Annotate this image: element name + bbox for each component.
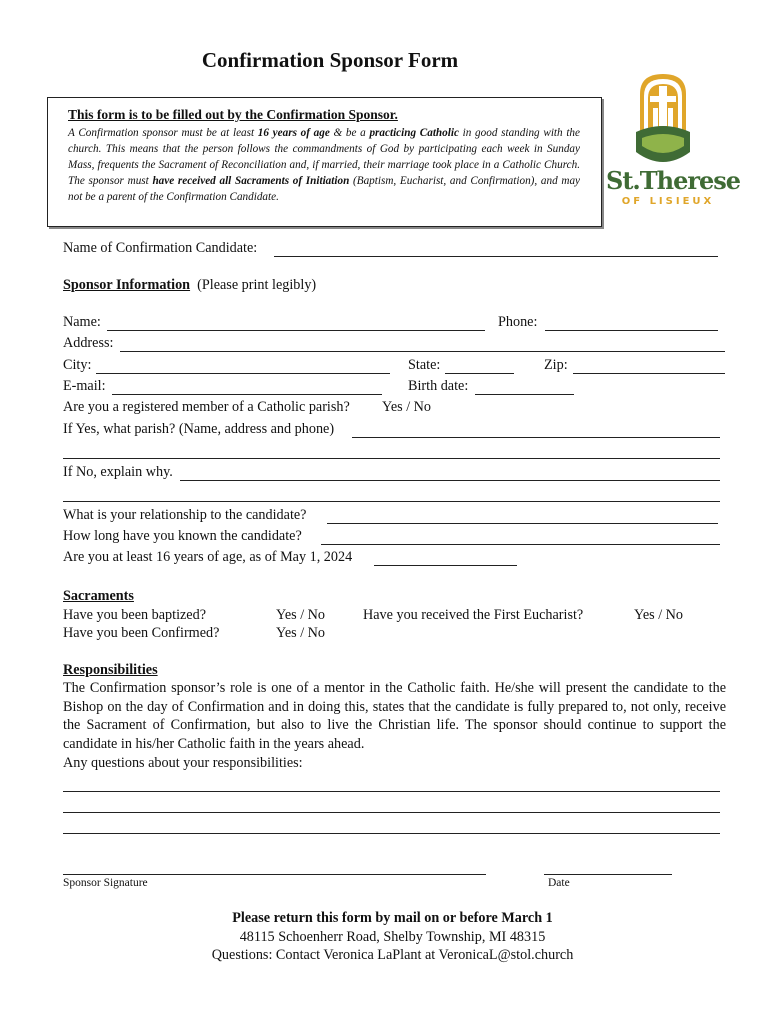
signature-field[interactable] <box>63 874 486 875</box>
sacraments-heading: Sacraments <box>63 588 134 604</box>
eucharist-question: Have you received the First Eucharist? <box>363 607 584 623</box>
relationship-label: What is your relationship to the candidate? <box>63 507 307 523</box>
city-label: City: <box>63 357 92 373</box>
relationship-field[interactable] <box>327 523 718 524</box>
explain-field[interactable] <box>180 480 720 481</box>
sponsor-info-heading: Sponsor Information <box>63 277 191 293</box>
state-field[interactable] <box>445 373 514 374</box>
instructions-box <box>47 97 602 227</box>
parish-label: If Yes, what parish? (Name, address and phone) <box>63 421 335 437</box>
contact-info: Questions: Contact Veronica LaPlant at VeronicaL@stol.church <box>211 947 574 963</box>
baptized-yes-no[interactable]: Yes / No <box>276 607 326 623</box>
page-title: Confirmation Sponsor Form <box>201 48 459 72</box>
confirmed-question: Have you been Confirmed? <box>63 625 220 641</box>
explain-label: If No, explain why. <box>63 464 173 480</box>
address-label: Address: <box>63 335 114 351</box>
parish-field-line2[interactable] <box>63 458 720 459</box>
zip-label: Zip: <box>544 357 568 373</box>
date-field[interactable] <box>544 874 672 875</box>
st-therese-logo <box>606 72 741 212</box>
return-instructions: Please return this form by mail on or before March 1 <box>232 910 553 926</box>
instructions-text: A Confirmation sponsor must be at least 16 years of age & be a practicing Catholic in good standing with the church. This means that the person follows the commandments of God by participating each week in Sunday Mass, frequents the Sacrament of Reconciliation and, if married, their marriage took place in a Catholic Church. The sponsor must have received all Sacraments of Initiation (Baptism, Eucharist, and Confirmation), and may not be a parent of the Confirmation Candidate. <box>68 127 581 203</box>
questions-line-3[interactable] <box>63 833 720 834</box>
candidate-label: Name of Confirmation Candidate: <box>63 240 258 256</box>
explain-field-line2[interactable] <box>63 501 720 502</box>
parish-member-yes-no[interactable]: Yes / No <box>382 399 432 415</box>
questions-line-1[interactable] <box>63 791 720 792</box>
address-field[interactable] <box>120 351 725 352</box>
name-label: Name: <box>63 314 101 330</box>
age-field[interactable] <box>374 565 517 566</box>
phone-label: Phone: <box>498 314 538 330</box>
birth-date-label: Birth date: <box>408 378 469 394</box>
sponsor-name-field[interactable] <box>107 330 485 331</box>
parish-field[interactable] <box>352 437 720 438</box>
confirmed-yes-no[interactable]: Yes / No <box>276 625 326 641</box>
parish-member-question: Are you a registered member of a Catholic parish? <box>63 399 350 415</box>
instructions-heading: This form is to be filled out by the Confirmation Sponsor. <box>68 107 398 122</box>
known-label: How long have you known the candidate? <box>63 528 302 544</box>
candidate-name-field[interactable] <box>274 256 718 257</box>
city-field[interactable] <box>96 373 390 374</box>
responsibilities-heading: Responsibilities <box>63 662 158 678</box>
mailing-address: 48115 Schoenherr Road, Shelby Township, MI 48315 <box>239 929 546 945</box>
sponsor-info-note: (Please print legibly) <box>197 277 317 293</box>
logo-name: St.Therese <box>606 166 741 195</box>
eucharist-yes-no[interactable]: Yes / No <box>634 607 684 623</box>
questions-line-2[interactable] <box>63 812 720 813</box>
phone-field[interactable] <box>545 330 718 331</box>
birth-date-field[interactable] <box>475 394 574 395</box>
baptized-question: Have you been baptized? <box>63 607 206 623</box>
responsibilities-text: The Confirmation sponsor’s role is one of a mentor in the Catholic faith. He/she will present the candidate to the Bishop on the day of Confirmation and in doing this, states that the candidate is fully prepared to, not only, receive the Sacrament of Confirmation, but also to live the Christian life. The sponsor should continue to support the candidate in his/her Catholic faith in the years ahead. <box>63 680 726 752</box>
email-field[interactable] <box>112 394 382 395</box>
state-label: State: <box>408 357 441 373</box>
age-label: Are you at least 16 years of age, as of May 1, 2024 <box>63 549 353 565</box>
logo-subtitle: OF LISIEUX <box>621 196 715 207</box>
signature-label: Sponsor Signature <box>63 877 148 889</box>
email-label: E-mail: <box>63 378 106 394</box>
questions-label: Any questions about your responsibilities: <box>63 755 303 771</box>
known-field[interactable] <box>321 544 720 545</box>
date-label: Date <box>548 877 570 889</box>
zip-field[interactable] <box>573 373 725 374</box>
